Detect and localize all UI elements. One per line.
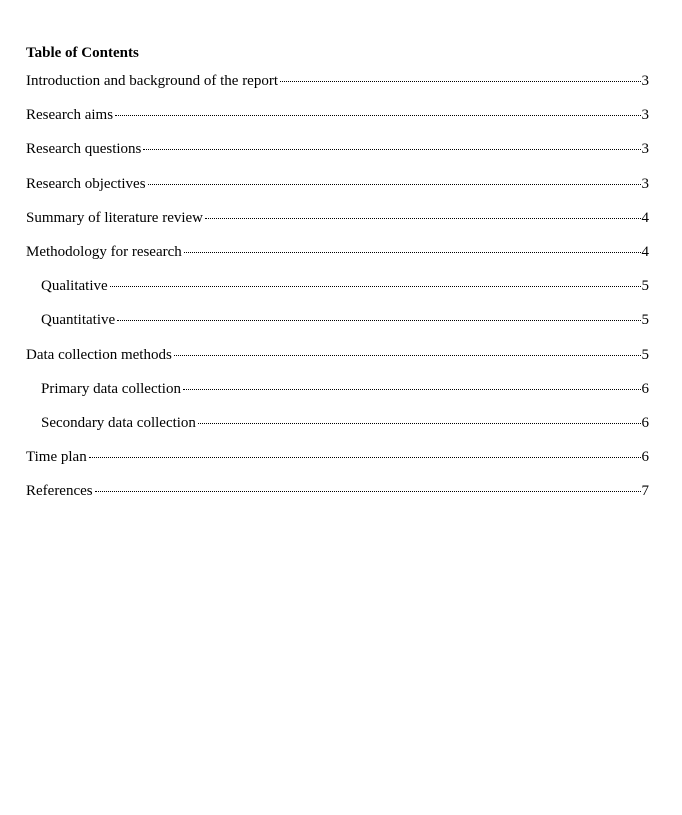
toc-entry-title: Methodology for research bbox=[26, 243, 182, 260]
toc-entry-page: 3 bbox=[641, 175, 649, 192]
toc-entry-title: Introduction and background of the report bbox=[26, 73, 279, 89]
toc-entry-secondary-data-collection[interactable] bbox=[26, 414, 649, 448]
toc-entry-qualitative[interactable] bbox=[26, 277, 649, 311]
toc-leader-dots bbox=[183, 389, 641, 390]
toc-leader-dots bbox=[95, 491, 641, 492]
toc-entry-introduction[interactable] bbox=[26, 72, 649, 106]
toc-entry-research-questions[interactable] bbox=[26, 140, 649, 174]
toc-entry-data-collection-methods[interactable] bbox=[26, 346, 649, 380]
toc-entry-page: 3 bbox=[641, 107, 649, 124]
toc-entry-title: References bbox=[26, 483, 93, 500]
toc-leader-dots bbox=[198, 423, 641, 424]
toc-leader-dots bbox=[89, 457, 641, 458]
toc-entry-page: 5 bbox=[641, 278, 649, 295]
toc-heading: Table of Contents bbox=[26, 45, 139, 61]
toc-leader-dots bbox=[148, 184, 641, 185]
toc-entry-title: Research questions bbox=[26, 141, 142, 158]
toc-leader-dots bbox=[174, 355, 641, 356]
toc-entry-time-plan[interactable] bbox=[26, 448, 649, 482]
toc-entry-page: 7 bbox=[641, 483, 649, 500]
toc-entry-research-aims[interactable] bbox=[26, 106, 649, 140]
toc-entry-title: Data collection methods bbox=[26, 346, 172, 363]
toc-leader-dots bbox=[184, 252, 641, 253]
toc-entry-page: 5 bbox=[641, 312, 649, 329]
toc-entry-title: Primary data collection bbox=[41, 380, 181, 397]
toc-leader-dots bbox=[117, 320, 640, 321]
toc-entry-page: 6 bbox=[641, 380, 649, 397]
toc-leader-dots bbox=[280, 81, 640, 82]
document-page bbox=[26, 44, 649, 516]
toc-entry-page: 4 bbox=[641, 243, 649, 260]
toc-entry-quantitative[interactable] bbox=[26, 311, 649, 345]
toc-entry-page: 4 bbox=[641, 209, 649, 226]
toc-entry-literature-review[interactable] bbox=[26, 209, 649, 243]
toc-entry-references[interactable] bbox=[26, 482, 649, 516]
toc-leader-dots bbox=[110, 286, 641, 287]
toc-entry-page: 6 bbox=[641, 414, 649, 431]
toc-entry-page: 5 bbox=[641, 346, 649, 363]
toc-entry-methodology[interactable] bbox=[26, 243, 649, 277]
toc-entry-title: Secondary data collection bbox=[41, 414, 196, 431]
toc-entry-page: 6 bbox=[641, 449, 649, 466]
toc-entry-title: Summary of literature review bbox=[26, 209, 204, 226]
toc-entry-page: 3 bbox=[641, 141, 649, 158]
toc-entry-title: Qualitative bbox=[41, 278, 108, 295]
toc-entry-title: Time plan bbox=[26, 449, 87, 466]
toc-entry-title: Research objectives bbox=[26, 175, 146, 192]
toc-list bbox=[26, 72, 649, 516]
toc-entry-page: 3 bbox=[641, 73, 649, 89]
toc-leader-dots bbox=[115, 115, 640, 116]
toc-entry-title: Research aims bbox=[26, 107, 114, 124]
toc-entry-primary-data-collection[interactable] bbox=[26, 380, 649, 414]
toc-leader-dots bbox=[143, 149, 640, 150]
toc-entry-title: Quantitative bbox=[41, 312, 116, 329]
toc-entry-research-objectives[interactable] bbox=[26, 175, 649, 209]
toc-leader-dots bbox=[205, 218, 640, 219]
